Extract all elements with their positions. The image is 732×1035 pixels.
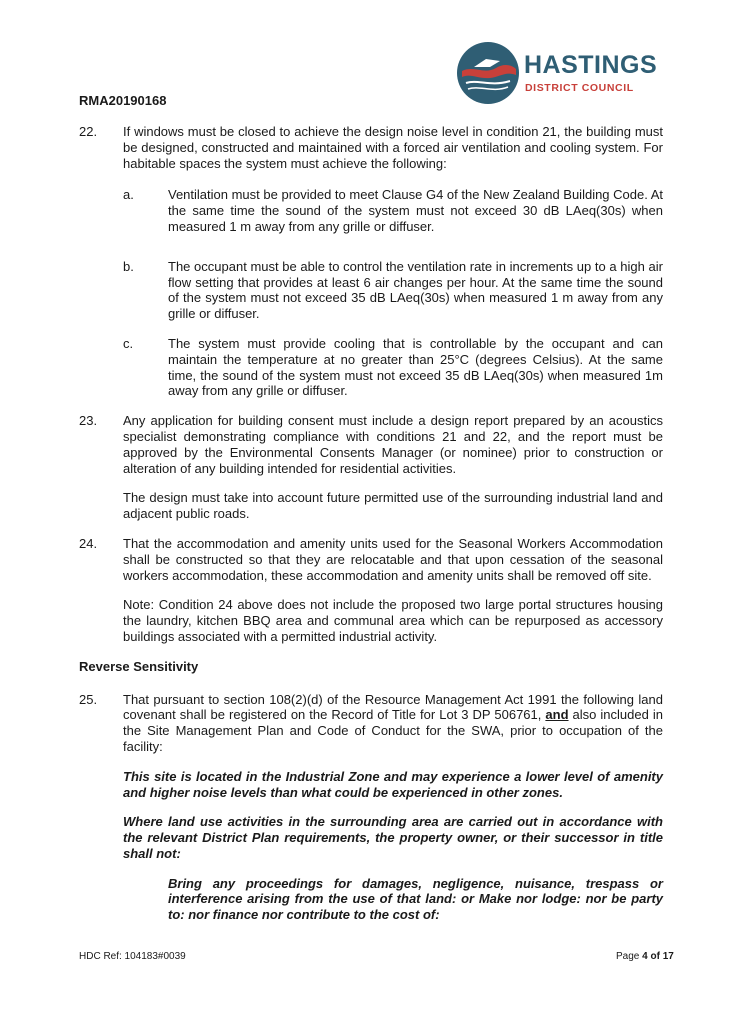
sub-item-a — [123, 187, 663, 234]
sub-item-letter: c. — [123, 335, 134, 351]
footer-reference: HDC Ref: 104183#0039 — [79, 951, 186, 962]
condition-22 — [79, 124, 663, 399]
sub-item-letter: b. — [123, 258, 134, 274]
logo-brand-name: HASTINGS — [524, 51, 658, 79]
page-current: 4 — [642, 951, 648, 962]
condition-24 — [79, 536, 663, 645]
condition-text: If windows must be closed to achieve the design noise level in condition 21, the building must be designed, constructed and maintained with a forced air ventilation and cooling system. For habitable spaces the system must achieve the following: — [123, 124, 663, 171]
condition-text-start: That pursuant to section 108(2)(d) of the Resource Management Act 1991 the following land covenant shall be registered on the Record of Title for Lot 3 DP 506761, — [123, 691, 663, 723]
covenant-statement: This site is located in the Industrial Zone and may experience a lower level of amenity and higher noise levels than what could be experienced in other zones. — [123, 768, 663, 800]
condition-number: 25. — [79, 691, 98, 707]
page-total: 17 — [662, 951, 674, 962]
sub-item-text: The system must provide cooling that is controllable by the occupant and can maintain the temperature at no greater than 25°C (degrees Celsius). At the same time, the sound of the system must not exceed 35 dB LAeq(30s) when measured 1m away from any grille or diffuser. — [168, 335, 663, 399]
logo-subtitle: DISTRICT COUNCIL — [525, 82, 634, 94]
page-of-label: of — [650, 951, 660, 962]
covenant-statement: Where land use activities in the surrounding area are carried out in accordance with the relevant District Plan requirements, the property owner, or their successor in title shall not: — [123, 814, 663, 861]
document-reference: RMA20190168 — [79, 93, 167, 108]
sub-item-b — [123, 259, 663, 322]
condition-text: Any application for building consent must include a design report prepared by an acoustics specialist demonstrating compliance with conditions 21 and 22, and the report must be approved by the Environmental Consents Manager (or nominee) prior to construction or alteration of any building intended for residential activities. — [123, 413, 663, 476]
covenant-statement-indented: Bring any proceedings for damages, negligence, nuisance, trespass or interference arising from the use of that land: or Make nor lodge: nor be party to: nor finance nor contribute to the cost of: — [168, 875, 663, 923]
condition-number: 22. — [79, 124, 98, 139]
condition-text-end: also included in the Site Management Plan and Code of Conduct for the SWA, prior to occupation of the facility: — [123, 707, 663, 754]
condition-number: 24. — [79, 535, 98, 551]
sub-item-text: The occupant must be able to control the ventilation rate in increments up to a high air flow setting that provides at least 6 air changes per hour. At the same time the sound of the system must not exceed 35 dB LAeq(30s) when measured 1 m away from any grille or diffuser. — [168, 258, 663, 322]
sub-item-text: Ventilation must be provided to meet Clause G4 of the New Zealand Building Code. At the same time the sound of the system must not exceed 30 dB LAeq(30s) when measured 1 m away from any grille or diffuser. — [168, 187, 664, 234]
document-body — [79, 124, 663, 937]
council-logo — [456, 41, 666, 105]
condition-text: That the accommodation and amenity units used for the Seasonal Workers Accommodation shall be constructed so that they are relocatable and that upon cessation of the seasonal workers accommodation, these accommodation and amenity units shall be removed off site. — [123, 535, 663, 583]
sub-item-letter: a. — [123, 187, 134, 203]
hastings-logo-icon — [456, 41, 520, 105]
condition-text — [123, 692, 663, 755]
condition-note: Note: Condition 24 above does not include the proposed two large portal structures housing the laundry, kitchen BBQ area and communal area which can be repurposed as accessory buildings associated with a permitted industrial activity. — [123, 597, 663, 644]
condition-number: 23. — [79, 413, 98, 429]
emphasis-and: and — [545, 707, 569, 723]
condition-text: The design must take into account future permitted use of the surrounding industrial land and adjacent public roads. — [123, 490, 663, 522]
page-number — [616, 951, 674, 962]
section-heading: Reverse Sensitivity — [79, 658, 199, 674]
sub-item-c — [123, 336, 663, 399]
condition-23 — [79, 413, 663, 522]
page-label: Page — [616, 951, 640, 962]
condition-25 — [79, 692, 663, 924]
